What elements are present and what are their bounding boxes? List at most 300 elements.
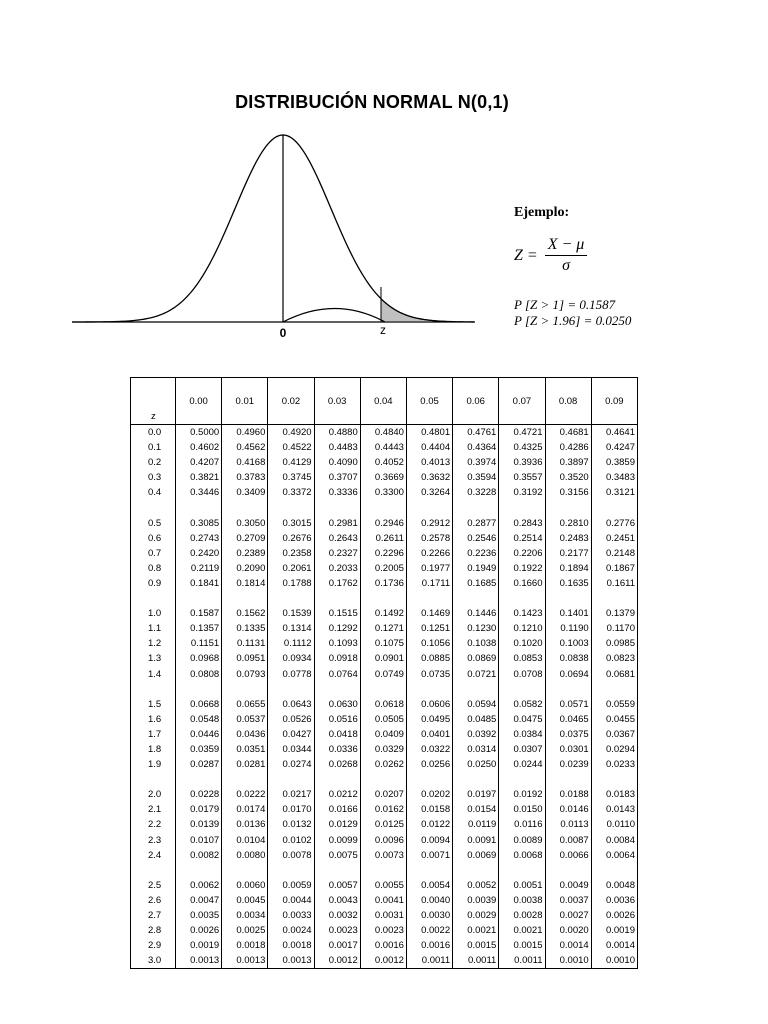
probability-cell: 0.0158 bbox=[406, 802, 452, 817]
table-row bbox=[131, 485, 638, 500]
z-value-cell: 1.5 bbox=[131, 697, 176, 712]
probability-cell: 0.0968 bbox=[176, 651, 222, 666]
probability-cell: 0.0024 bbox=[268, 923, 314, 938]
probability-cell: 0.0084 bbox=[591, 833, 637, 848]
probability-cell: 0.2578 bbox=[406, 531, 452, 546]
probability-cell: 0.0594 bbox=[453, 697, 499, 712]
spacer-cell bbox=[591, 500, 637, 515]
probability-cell: 0.0036 bbox=[591, 893, 637, 908]
probability-cell: 0.1423 bbox=[499, 606, 545, 621]
column-header: 0.05 bbox=[406, 378, 452, 425]
area-hump bbox=[283, 309, 385, 323]
table-row bbox=[131, 908, 638, 923]
probability-cell: 0.0016 bbox=[406, 938, 452, 953]
probability-cell: 0.3085 bbox=[176, 516, 222, 531]
probability-cell: 0.0559 bbox=[591, 697, 637, 712]
probability-cell: 0.1949 bbox=[453, 561, 499, 576]
probability-cell: 0.2061 bbox=[268, 561, 314, 576]
probability-cell: 0.0062 bbox=[176, 878, 222, 893]
probability-cell: 0.0150 bbox=[499, 802, 545, 817]
probability-cell: 0.2643 bbox=[314, 531, 360, 546]
probability-cell: 0.0039 bbox=[453, 893, 499, 908]
probability-cell: 0.4364 bbox=[453, 440, 499, 455]
z-value-cell: 1.4 bbox=[131, 667, 176, 682]
probability-cell: 0.1922 bbox=[499, 561, 545, 576]
formula-lhs: Z = bbox=[514, 246, 538, 264]
probability-cell: 0.0047 bbox=[176, 893, 222, 908]
probability-cell: 0.0322 bbox=[406, 742, 452, 757]
probability-cell: 0.0013 bbox=[268, 953, 314, 969]
probability-cell: 0.0721 bbox=[453, 667, 499, 682]
table-row bbox=[131, 455, 638, 470]
column-header: 0.02 bbox=[268, 378, 314, 425]
probability-cell: 0.0011 bbox=[406, 953, 452, 969]
probability-cell: 0.0013 bbox=[222, 953, 268, 969]
probability-cell: 0.0049 bbox=[545, 878, 591, 893]
table-row bbox=[131, 938, 638, 953]
z-value-cell: 0.7 bbox=[131, 546, 176, 561]
table-row bbox=[131, 848, 638, 863]
column-header: 0.07 bbox=[499, 378, 545, 425]
spacer-cell bbox=[222, 591, 268, 606]
probability-cell: 0.0314 bbox=[453, 742, 499, 757]
probability-cell: 0.0495 bbox=[406, 712, 452, 727]
spacer-cell bbox=[268, 772, 314, 787]
probability-cell: 0.3336 bbox=[314, 485, 360, 500]
probability-cell: 0.3745 bbox=[268, 470, 314, 485]
probability-cell: 0.2483 bbox=[545, 531, 591, 546]
probability-cell: 0.0166 bbox=[314, 802, 360, 817]
z-value-cell: 0.3 bbox=[131, 470, 176, 485]
probability-cell: 0.0045 bbox=[222, 893, 268, 908]
probability-cell: 0.3409 bbox=[222, 485, 268, 500]
probability-cell: 0.1271 bbox=[360, 621, 406, 636]
spacer-cell bbox=[499, 500, 545, 515]
z-value-cell: 0.8 bbox=[131, 561, 176, 576]
spacer-cell bbox=[176, 863, 222, 878]
probability-cell: 0.0516 bbox=[314, 712, 360, 727]
spacer-cell bbox=[406, 772, 452, 787]
z-value-cell: 1.9 bbox=[131, 757, 176, 772]
z-value-cell: 0.9 bbox=[131, 576, 176, 591]
table-row bbox=[131, 531, 638, 546]
column-header: 0.08 bbox=[545, 378, 591, 425]
spacer-cell bbox=[545, 500, 591, 515]
probability-cell: 0.0023 bbox=[314, 923, 360, 938]
probability-cell: 0.0066 bbox=[545, 848, 591, 863]
spacer-cell bbox=[360, 500, 406, 515]
probability-cell: 0.1230 bbox=[453, 621, 499, 636]
probability-cell: 0.0778 bbox=[268, 667, 314, 682]
probability-cell: 0.0537 bbox=[222, 712, 268, 727]
group-spacer-row bbox=[131, 591, 638, 606]
probability-cell: 0.4801 bbox=[406, 425, 452, 441]
spacer-cell bbox=[360, 863, 406, 878]
probability-cell: 0.0068 bbox=[499, 848, 545, 863]
probability-cell: 0.0110 bbox=[591, 817, 637, 832]
probability-cell: 0.1539 bbox=[268, 606, 314, 621]
probability-cell: 0.0188 bbox=[545, 787, 591, 802]
probability-cell: 0.1131 bbox=[222, 636, 268, 651]
probability-cell: 0.2611 bbox=[360, 531, 406, 546]
table-row bbox=[131, 561, 638, 576]
probability-cell: 0.0026 bbox=[176, 923, 222, 938]
spacer-cell bbox=[314, 682, 360, 697]
probability-cell: 0.0281 bbox=[222, 757, 268, 772]
probability-cell: 0.1515 bbox=[314, 606, 360, 621]
column-header: 0.04 bbox=[360, 378, 406, 425]
column-header: 0.03 bbox=[314, 378, 360, 425]
table-row bbox=[131, 606, 638, 621]
probability-cell: 0.1685 bbox=[453, 576, 499, 591]
probability-cell: 0.2148 bbox=[591, 546, 637, 561]
probability-cell: 0.0059 bbox=[268, 878, 314, 893]
group-spacer-row bbox=[131, 500, 638, 515]
probability-cell: 0.1190 bbox=[545, 621, 591, 636]
table-row bbox=[131, 546, 638, 561]
spacer-cell bbox=[131, 500, 176, 515]
probability-cell: 0.3821 bbox=[176, 470, 222, 485]
normal-curve-graph bbox=[0, 120, 500, 345]
probability-cell: 0.0853 bbox=[499, 651, 545, 666]
probability-cell: 0.1788 bbox=[268, 576, 314, 591]
probability-cell: 0.2119 bbox=[176, 561, 222, 576]
spacer-cell bbox=[176, 772, 222, 787]
spacer-cell bbox=[222, 682, 268, 697]
spacer-cell bbox=[499, 591, 545, 606]
probability-cell: 0.0179 bbox=[176, 802, 222, 817]
probability-cell: 0.2743 bbox=[176, 531, 222, 546]
probability-cell: 0.4090 bbox=[314, 455, 360, 470]
probability-cell: 0.0119 bbox=[453, 817, 499, 832]
probability-cell: 0.0080 bbox=[222, 848, 268, 863]
probability-cell: 0.0075 bbox=[314, 848, 360, 863]
probability-cell: 0.0618 bbox=[360, 697, 406, 712]
probability-cell: 0.3192 bbox=[499, 485, 545, 500]
probability-cell: 0.3632 bbox=[406, 470, 452, 485]
probability-cell: 0.0099 bbox=[314, 833, 360, 848]
probability-cell: 0.1762 bbox=[314, 576, 360, 591]
probability-cell: 0.2177 bbox=[545, 546, 591, 561]
spacer-cell bbox=[268, 500, 314, 515]
label-z: z bbox=[380, 323, 386, 337]
probability-cell: 0.2877 bbox=[453, 516, 499, 531]
probability-cell: 0.0032 bbox=[314, 908, 360, 923]
z-value-cell: 2.1 bbox=[131, 802, 176, 817]
column-header: 0.01 bbox=[222, 378, 268, 425]
probability-cell: 0.0010 bbox=[591, 953, 637, 969]
z-value-cell: 2.6 bbox=[131, 893, 176, 908]
probability-cell: 0.0526 bbox=[268, 712, 314, 727]
probability-cell: 0.0901 bbox=[360, 651, 406, 666]
probability-cell: 0.0030 bbox=[406, 908, 452, 923]
probability-cell: 0.1587 bbox=[176, 606, 222, 621]
probability-cell: 0.2810 bbox=[545, 516, 591, 531]
probability-cell: 0.0571 bbox=[545, 697, 591, 712]
probability-cell: 0.0038 bbox=[499, 893, 545, 908]
formula-numerator: X − μ bbox=[545, 236, 588, 256]
probability-cell: 0.0146 bbox=[545, 802, 591, 817]
probability-cell: 0.0475 bbox=[499, 712, 545, 727]
probability-cell: 0.0606 bbox=[406, 697, 452, 712]
probability-cell: 0.0207 bbox=[360, 787, 406, 802]
probability-cell: 0.0344 bbox=[268, 742, 314, 757]
probability-cell: 0.0064 bbox=[591, 848, 637, 863]
probability-cell: 0.0043 bbox=[314, 893, 360, 908]
probability-cell: 0.0096 bbox=[360, 833, 406, 848]
table-row bbox=[131, 576, 638, 591]
probability-cell: 0.1492 bbox=[360, 606, 406, 621]
probability-cell: 0.1038 bbox=[453, 636, 499, 651]
bell-curve bbox=[72, 135, 474, 322]
probability-cell: 0.2451 bbox=[591, 531, 637, 546]
probability-cell: 0.1736 bbox=[360, 576, 406, 591]
spacer-cell bbox=[499, 682, 545, 697]
probability-cell: 0.3050 bbox=[222, 516, 268, 531]
table-row bbox=[131, 833, 638, 848]
table-row bbox=[131, 667, 638, 682]
spacer-cell bbox=[545, 772, 591, 787]
probability-cell: 0.0301 bbox=[545, 742, 591, 757]
probability-cell: 0.0016 bbox=[360, 938, 406, 953]
z-value-cell: 1.3 bbox=[131, 651, 176, 666]
probability-cell: 0.0048 bbox=[591, 878, 637, 893]
z-value-cell: 1.1 bbox=[131, 621, 176, 636]
probability-cell: 0.0329 bbox=[360, 742, 406, 757]
table-row bbox=[131, 470, 638, 485]
spacer-cell bbox=[453, 682, 499, 697]
probability-cell: 0.0222 bbox=[222, 787, 268, 802]
probability-cell: 0.2843 bbox=[499, 516, 545, 531]
spacer-cell bbox=[591, 863, 637, 878]
column-header: 0.00 bbox=[176, 378, 222, 425]
probability-cell: 0.3707 bbox=[314, 470, 360, 485]
spacer-cell bbox=[453, 591, 499, 606]
formula-denominator: σ bbox=[562, 257, 570, 274]
probability-cell: 0.0384 bbox=[499, 727, 545, 742]
probability-cell: 0.1056 bbox=[406, 636, 452, 651]
probability-cell: 0.4602 bbox=[176, 440, 222, 455]
probability-cell: 0.2420 bbox=[176, 546, 222, 561]
probability-cell: 0.0436 bbox=[222, 727, 268, 742]
probability-cell: 0.0735 bbox=[406, 667, 452, 682]
probability-cell: 0.3372 bbox=[268, 485, 314, 500]
probability-cell: 0.0143 bbox=[591, 802, 637, 817]
spacer-cell bbox=[360, 682, 406, 697]
probability-cell: 0.4129 bbox=[268, 455, 314, 470]
probability-cell: 0.4880 bbox=[314, 425, 360, 441]
probability-cell: 0.0294 bbox=[591, 742, 637, 757]
formula-fraction bbox=[545, 236, 588, 275]
table-row bbox=[131, 953, 638, 969]
probability-cell: 0.0015 bbox=[453, 938, 499, 953]
probability-cell: 0.1170 bbox=[591, 621, 637, 636]
probability-cell: 0.1075 bbox=[360, 636, 406, 651]
spacer-cell bbox=[314, 591, 360, 606]
spacer-cell bbox=[222, 772, 268, 787]
probability-cell: 0.2776 bbox=[591, 516, 637, 531]
probability-cell: 0.0934 bbox=[268, 651, 314, 666]
probability-cell: 0.0409 bbox=[360, 727, 406, 742]
probability-cell: 0.0125 bbox=[360, 817, 406, 832]
group-spacer-row bbox=[131, 682, 638, 697]
probability-cell: 0.0202 bbox=[406, 787, 452, 802]
probability-cell: 0.0708 bbox=[499, 667, 545, 682]
spacer-cell bbox=[268, 863, 314, 878]
probability-cell: 0.1335 bbox=[222, 621, 268, 636]
z-value-cell: 3.0 bbox=[131, 953, 176, 969]
spacer-cell bbox=[131, 863, 176, 878]
probability-cell: 0.0630 bbox=[314, 697, 360, 712]
probability-cell: 0.0122 bbox=[406, 817, 452, 832]
probability-cell: 0.0035 bbox=[176, 908, 222, 923]
spacer-cell bbox=[406, 863, 452, 878]
probability-cell: 0.2358 bbox=[268, 546, 314, 561]
z-value-cell: 0.6 bbox=[131, 531, 176, 546]
spacer-cell bbox=[176, 500, 222, 515]
probability-cell: 0.0033 bbox=[268, 908, 314, 923]
z-value-cell: 2.9 bbox=[131, 938, 176, 953]
probability-cell: 0.0485 bbox=[453, 712, 499, 727]
probability-cell: 0.0505 bbox=[360, 712, 406, 727]
probability-cell: 0.2206 bbox=[499, 546, 545, 561]
probability-cell: 0.0069 bbox=[453, 848, 499, 863]
probability-cell: 0.0132 bbox=[268, 817, 314, 832]
spacer-cell bbox=[545, 863, 591, 878]
probability-cell: 0.4207 bbox=[176, 455, 222, 470]
probability-cell: 0.3897 bbox=[545, 455, 591, 470]
probability-cell: 0.0051 bbox=[499, 878, 545, 893]
probability-cell: 0.3446 bbox=[176, 485, 222, 500]
probability-cell: 0.0028 bbox=[499, 908, 545, 923]
probability-cell: 0.2033 bbox=[314, 561, 360, 576]
probability-cell: 0.0465 bbox=[545, 712, 591, 727]
probability-cell: 0.4960 bbox=[222, 425, 268, 441]
table-row bbox=[131, 636, 638, 651]
probability-cell: 0.0082 bbox=[176, 848, 222, 863]
probability-cell: 0.3669 bbox=[360, 470, 406, 485]
z-value-cell: 0.4 bbox=[131, 485, 176, 500]
probability-cell: 0.4761 bbox=[453, 425, 499, 441]
probability-cell: 0.0027 bbox=[545, 908, 591, 923]
probability-cell: 0.3594 bbox=[453, 470, 499, 485]
probability-cell: 0.0015 bbox=[499, 938, 545, 953]
table-row bbox=[131, 742, 638, 757]
spacer-cell bbox=[222, 863, 268, 878]
spacer-cell bbox=[314, 772, 360, 787]
spacer-cell bbox=[268, 591, 314, 606]
probability-cell: 0.0104 bbox=[222, 833, 268, 848]
probability-cell: 0.2514 bbox=[499, 531, 545, 546]
probability-cell: 0.1562 bbox=[222, 606, 268, 621]
spacer-cell bbox=[314, 500, 360, 515]
probability-cell: 0.0021 bbox=[453, 923, 499, 938]
example-probability-2: P [Z > 1.96] = 0.0250 bbox=[514, 313, 632, 328]
column-header: 0.06 bbox=[453, 378, 499, 425]
probability-cell: 0.2327 bbox=[314, 546, 360, 561]
probability-cell: 0.0071 bbox=[406, 848, 452, 863]
z-value-cell: 0.5 bbox=[131, 516, 176, 531]
probability-cell: 0.3228 bbox=[453, 485, 499, 500]
probability-cell: 0.0154 bbox=[453, 802, 499, 817]
probability-cell: 0.0643 bbox=[268, 697, 314, 712]
probability-cell: 0.3483 bbox=[591, 470, 637, 485]
probability-cell: 0.2946 bbox=[360, 516, 406, 531]
probability-cell: 0.4052 bbox=[360, 455, 406, 470]
probability-cell: 0.0018 bbox=[222, 938, 268, 953]
table-row bbox=[131, 802, 638, 817]
probability-cell: 0.3156 bbox=[545, 485, 591, 500]
probability-cell: 0.0023 bbox=[360, 923, 406, 938]
spacer-cell bbox=[499, 772, 545, 787]
probability-cell: 0.0014 bbox=[591, 938, 637, 953]
spacer-cell bbox=[406, 591, 452, 606]
probability-cell: 0.1357 bbox=[176, 621, 222, 636]
probability-cell: 0.0170 bbox=[268, 802, 314, 817]
z-table bbox=[130, 377, 638, 969]
probability-cell: 0.0808 bbox=[176, 667, 222, 682]
table-row bbox=[131, 516, 638, 531]
probability-cell: 0.0446 bbox=[176, 727, 222, 742]
probability-cell: 0.4522 bbox=[268, 440, 314, 455]
probability-cell: 0.1814 bbox=[222, 576, 268, 591]
table-row bbox=[131, 440, 638, 455]
probability-cell: 0.0918 bbox=[314, 651, 360, 666]
probability-cell: 0.0010 bbox=[545, 953, 591, 969]
spacer-cell bbox=[545, 682, 591, 697]
probability-cell: 0.0217 bbox=[268, 787, 314, 802]
probability-cell: 0.2266 bbox=[406, 546, 452, 561]
spacer-cell bbox=[591, 772, 637, 787]
probability-cell: 0.0052 bbox=[453, 878, 499, 893]
probability-cell: 0.0094 bbox=[406, 833, 452, 848]
spacer-cell bbox=[131, 591, 176, 606]
z-column-header: z bbox=[131, 378, 176, 425]
probability-cell: 0.0139 bbox=[176, 817, 222, 832]
z-value-cell: 0.2 bbox=[131, 455, 176, 470]
probability-cell: 0.0013 bbox=[176, 953, 222, 969]
table-row bbox=[131, 697, 638, 712]
probability-cell: 0.0073 bbox=[360, 848, 406, 863]
spacer-cell bbox=[591, 591, 637, 606]
z-value-cell: 0.0 bbox=[131, 425, 176, 441]
probability-cell: 0.0174 bbox=[222, 802, 268, 817]
probability-cell: 0.4721 bbox=[499, 425, 545, 441]
probability-cell: 0.4404 bbox=[406, 440, 452, 455]
probability-cell: 0.0012 bbox=[314, 953, 360, 969]
probability-cell: 0.0869 bbox=[453, 651, 499, 666]
probability-cell: 0.3520 bbox=[545, 470, 591, 485]
probability-cell: 0.0087 bbox=[545, 833, 591, 848]
table-row bbox=[131, 727, 638, 742]
spacer-cell bbox=[453, 772, 499, 787]
probability-cell: 0.0250 bbox=[453, 757, 499, 772]
probability-cell: 0.0025 bbox=[222, 923, 268, 938]
probability-cell: 0.0055 bbox=[360, 878, 406, 893]
spacer-cell bbox=[131, 682, 176, 697]
probability-cell: 0.2981 bbox=[314, 516, 360, 531]
z-value-cell: 2.4 bbox=[131, 848, 176, 863]
probability-cell: 0.0256 bbox=[406, 757, 452, 772]
probability-cell: 0.0102 bbox=[268, 833, 314, 848]
probability-cell: 0.1841 bbox=[176, 576, 222, 591]
probability-cell: 0.0951 bbox=[222, 651, 268, 666]
z-table-header-row bbox=[131, 378, 638, 425]
table-row bbox=[131, 621, 638, 636]
spacer-cell bbox=[406, 682, 452, 697]
probability-cell: 0.0885 bbox=[406, 651, 452, 666]
probability-cell: 0.1112 bbox=[268, 636, 314, 651]
